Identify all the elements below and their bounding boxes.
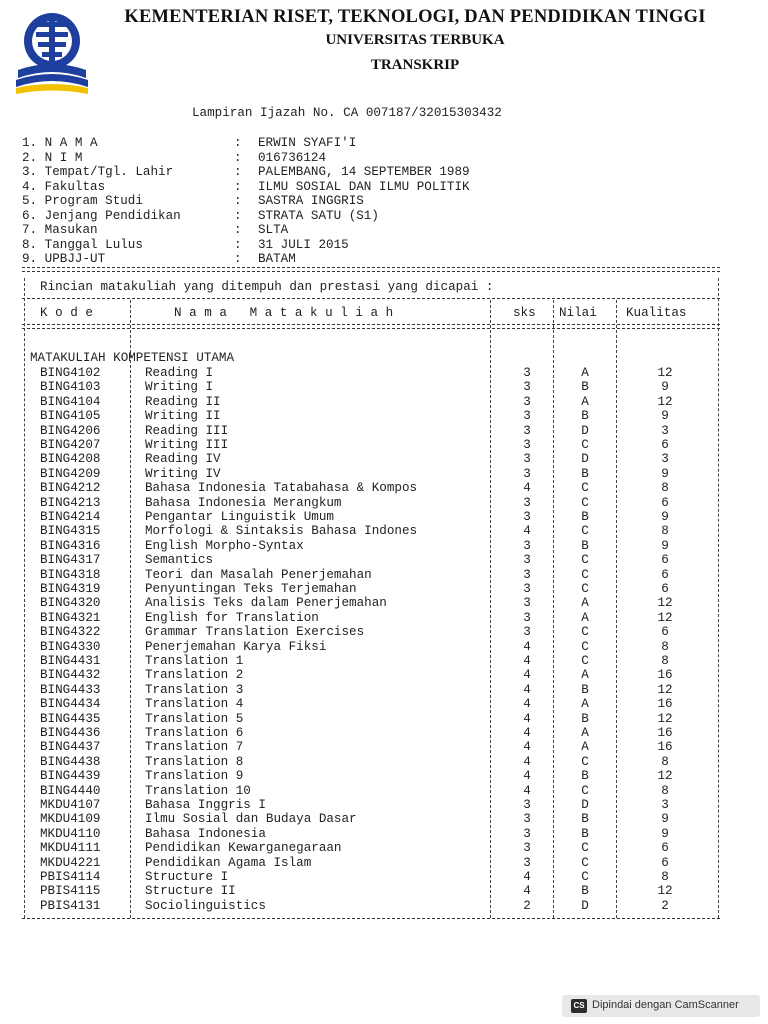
course-quality: 3 [661, 423, 669, 438]
course-quality: 6 [661, 567, 669, 582]
course-quality: 16 [657, 668, 673, 683]
course-grade: C [581, 654, 589, 668]
course-name: Translation 9 [145, 769, 244, 784]
course-code: BING4318 [40, 567, 101, 582]
info-value: ERWIN SYAFI'I [258, 136, 357, 150]
course-sks: 3 [523, 567, 531, 582]
course-name: Bahasa Indonesia Tatabahasa & Kompos [145, 481, 418, 496]
course-quality: 6 [661, 841, 669, 856]
table-row [0, 438, 768, 452]
course-name: Reading IV [145, 452, 221, 467]
table-row [0, 380, 768, 394]
course-code: BING4321 [40, 610, 101, 625]
course-name: Pendidikan Agama Islam [145, 855, 312, 870]
course-name: Grammar Translation Exercises [145, 625, 365, 640]
double-divider [22, 267, 720, 272]
course-quality: 12 [657, 711, 673, 726]
course-name: Analisis Teks dalam Penerjemahan [145, 596, 387, 611]
course-sks: 4 [523, 754, 531, 769]
table-row [0, 596, 768, 610]
course-grade: C [581, 754, 589, 769]
course-code: BING4433 [40, 682, 101, 697]
course-code: BING4319 [40, 582, 101, 596]
course-sks: 4 [523, 481, 531, 496]
info-label: 4. Fakultas [22, 179, 106, 194]
course-sks: 4 [523, 654, 531, 668]
course-sks: 4 [523, 783, 531, 798]
course-grade: B [581, 769, 589, 784]
info-colon: : [234, 165, 242, 179]
course-grade: B [581, 380, 589, 395]
course-sks: 3 [523, 366, 531, 380]
info-label: 5. Program Studi [22, 194, 143, 208]
table-row [0, 899, 768, 913]
course-quality: 6 [661, 855, 669, 870]
course-quality: 9 [661, 812, 669, 827]
course-code: BING4102 [40, 366, 101, 380]
table-row [0, 611, 768, 625]
course-name: Translation 7 [145, 740, 244, 755]
course-name: Pengantar Linguistik Umum [145, 510, 334, 524]
course-quality: 12 [657, 610, 673, 625]
course-sks: 4 [523, 711, 531, 726]
course-quality: 2 [661, 898, 669, 913]
course-sks: 4 [523, 668, 531, 683]
course-sks: 3 [523, 855, 531, 870]
course-code: MKDU4107 [40, 798, 101, 812]
course-quality: 16 [657, 726, 673, 740]
info-value: SASTRA INGGRIS [258, 194, 364, 208]
course-name: Writing I [145, 380, 214, 395]
course-sks: 3 [523, 826, 531, 841]
header-nilai: Nilai [559, 306, 597, 320]
course-quality: 8 [661, 754, 669, 769]
course-sks: 4 [523, 639, 531, 654]
info-colon: : [234, 208, 242, 223]
info-value: ILMU SOSIAL DAN ILMU POLITIK [258, 179, 470, 194]
course-grade: B [581, 682, 589, 697]
camscanner-watermark [562, 995, 760, 1017]
course-grade: C [581, 553, 589, 568]
course-quality: 9 [661, 538, 669, 553]
header-nama: N a m a M a t a k u l i a h [174, 306, 394, 320]
course-sks: 3 [523, 610, 531, 625]
course-name: Morfologi & Sintaksis Bahasa Indones [145, 524, 418, 539]
course-code: BING4439 [40, 769, 101, 784]
course-quality: 9 [661, 409, 669, 424]
table-row [0, 568, 768, 582]
course-code: BING4209 [40, 466, 101, 481]
course-grade: A [581, 740, 589, 755]
table-caption: Rincian matakuliah yang ditempuh dan prestasi yang dicapai : [40, 280, 494, 294]
table-row [0, 409, 768, 423]
info-colon: : [234, 223, 242, 237]
course-code: BING4437 [40, 740, 101, 755]
course-code: BING4431 [40, 654, 101, 668]
table-row [0, 481, 768, 495]
course-name: Penyuntingan Teks Terjemahan [145, 582, 357, 596]
table-row [0, 640, 768, 654]
course-code: BING4214 [40, 510, 101, 524]
course-code: BING4105 [40, 409, 101, 424]
course-code: BING4322 [40, 625, 101, 640]
course-grade: B [581, 466, 589, 481]
course-name: Writing III [145, 438, 229, 452]
course-code: BING4436 [40, 726, 101, 740]
course-code: MKDU4221 [40, 855, 101, 870]
course-quality: 8 [661, 654, 669, 668]
course-sks: 4 [523, 769, 531, 784]
course-name: Reading II [145, 394, 221, 409]
info-value: STRATA SATU (S1) [258, 208, 379, 223]
table-row [0, 712, 768, 726]
table-row [0, 654, 768, 668]
table-row [0, 668, 768, 682]
course-quality: 6 [661, 495, 669, 510]
table-row [0, 424, 768, 438]
course-name: Teori dan Masalah Penerjemahan [145, 567, 372, 582]
course-grade: C [581, 524, 589, 539]
course-quality: 3 [661, 452, 669, 467]
course-code: MKDU4111 [40, 841, 101, 856]
info-colon: : [234, 136, 242, 150]
ministry-name: KEMENTERIAN RISET, TEKNOLOGI, DAN PENDIDIKAN TINGGI [124, 7, 706, 27]
course-quality: 9 [661, 466, 669, 481]
course-sks: 3 [523, 466, 531, 481]
info-value: PALEMBANG, 14 SEPTEMBER 1989 [258, 165, 470, 179]
university-name: UNIVERSITAS TERBUKA [325, 32, 505, 48]
table-row [0, 539, 768, 553]
info-label: 3. Tempat/Tgl. Lahir [22, 165, 174, 179]
info-label: 9. UPBJJ-UT [22, 252, 106, 266]
course-name: Penerjemahan Karya Fiksi [145, 639, 327, 654]
section-title: MATAKULIAH KOMPETENSI UTAMA [30, 351, 235, 365]
course-grade: A [581, 726, 589, 740]
course-quality: 12 [657, 769, 673, 784]
table-row [0, 524, 768, 538]
course-name: Translation 5 [145, 711, 244, 726]
course-name: Translation 3 [145, 682, 244, 697]
course-quality: 8 [661, 639, 669, 654]
course-code: BING4316 [40, 538, 101, 553]
table-row [0, 510, 768, 524]
course-quality: 9 [661, 380, 669, 395]
course-sks: 4 [523, 682, 531, 697]
course-code: BING4438 [40, 754, 101, 769]
course-grade: C [581, 783, 589, 798]
course-name: Writing II [145, 409, 221, 424]
course-quality: 8 [661, 524, 669, 539]
course-sks: 3 [523, 394, 531, 409]
header-kualitas: Kualitas [626, 306, 687, 320]
course-sks: 3 [523, 582, 531, 596]
course-name: Structure I [145, 870, 229, 884]
course-sks: 3 [523, 812, 531, 827]
course-code: MKDU4109 [40, 812, 101, 827]
table-row [0, 755, 768, 769]
course-code: BING4207 [40, 438, 101, 452]
table-row [0, 452, 768, 466]
course-name: Semantics [145, 553, 214, 568]
course-name: English Morpho-Syntax [145, 538, 304, 553]
course-code: BING4330 [40, 639, 101, 654]
course-quality: 6 [661, 553, 669, 568]
info-colon: : [234, 179, 242, 194]
course-grade: A [581, 668, 589, 683]
course-grade: C [581, 438, 589, 452]
table-row [0, 697, 768, 711]
course-sks: 3 [523, 841, 531, 856]
course-quality: 6 [661, 438, 669, 452]
course-sks: 3 [523, 798, 531, 812]
course-code: BING4440 [40, 783, 101, 798]
course-name: Translation 6 [145, 726, 244, 740]
course-name: Reading I [145, 366, 214, 380]
course-name: Pendidikan Kewarganegaraan [145, 841, 342, 856]
table-row [0, 870, 768, 884]
table-row [0, 467, 768, 481]
course-sks: 4 [523, 740, 531, 755]
course-name: Translation 10 [145, 783, 251, 798]
info-label: 2. N I M [22, 150, 83, 165]
info-value: SLTA [258, 223, 289, 237]
course-sks: 3 [523, 538, 531, 553]
table-row [0, 784, 768, 798]
course-quality: 8 [661, 783, 669, 798]
info-colon: : [234, 252, 242, 266]
course-grade: B [581, 812, 589, 827]
lampiran-ijazah: Lampiran Ijazah No. CA 007187/32015303432 [192, 106, 502, 120]
info-value: BATAM [258, 252, 296, 266]
course-code: BING4435 [40, 711, 101, 726]
course-grade: A [581, 610, 589, 625]
course-sks: 3 [523, 452, 531, 467]
course-sks: 3 [523, 495, 531, 510]
course-sks: 4 [523, 870, 531, 884]
course-sks: 4 [523, 697, 531, 712]
document-title: TRANSKRIP [370, 57, 460, 73]
course-code: BING4206 [40, 423, 101, 438]
course-grade: A [581, 697, 589, 712]
course-grade: C [581, 639, 589, 654]
course-sks: 3 [523, 423, 531, 438]
course-grade: B [581, 510, 589, 524]
course-name: Bahasa Indonesia Merangkum [145, 495, 342, 510]
table-row [0, 496, 768, 510]
table-row [0, 827, 768, 841]
course-grade: B [581, 538, 589, 553]
course-quality: 12 [657, 884, 673, 899]
table-row [0, 366, 768, 380]
course-quality: 12 [657, 682, 673, 697]
table-row [0, 582, 768, 596]
course-code: BING4208 [40, 452, 101, 467]
course-code: BING4320 [40, 596, 101, 611]
course-sks: 3 [523, 409, 531, 424]
info-label: 6. Jenjang Pendidikan [22, 208, 181, 223]
table-row [0, 740, 768, 754]
course-code: MKDU4110 [40, 826, 101, 841]
info-label: 1. N A M A [22, 136, 98, 150]
universitas-terbuka-logo [12, 8, 92, 98]
course-code: BING4212 [40, 481, 101, 496]
course-grade: B [581, 409, 589, 424]
table-row [0, 683, 768, 697]
course-code: PBIS4114 [40, 870, 101, 884]
course-code: BING4432 [40, 668, 101, 683]
table-row [0, 798, 768, 812]
header-sks: sks [513, 306, 536, 320]
course-quality: 8 [661, 870, 669, 884]
course-code: PBIS4131 [40, 898, 101, 913]
course-name: English for Translation [145, 610, 319, 625]
course-grade: C [581, 582, 589, 596]
course-sks: 3 [523, 553, 531, 568]
course-sks: 3 [523, 510, 531, 524]
course-grade: B [581, 711, 589, 726]
table-row [0, 395, 768, 409]
camscanner-label: Dipindai dengan CamScanner [592, 999, 739, 1011]
course-sks: 3 [523, 596, 531, 611]
course-name: Ilmu Sosial dan Budaya Dasar [145, 812, 357, 827]
course-quality: 6 [661, 582, 669, 596]
course-name: Translation 8 [145, 754, 244, 769]
course-name: Translation 1 [145, 654, 244, 668]
course-name: Bahasa Inggris I [145, 798, 266, 812]
header-kode: K o d e [40, 306, 93, 320]
course-code: BING4317 [40, 553, 101, 568]
course-code: BING4213 [40, 495, 101, 510]
course-quality: 9 [661, 826, 669, 841]
info-value: 31 JULI 2015 [258, 237, 349, 252]
course-name: Reading III [145, 423, 229, 438]
course-code: BING4103 [40, 380, 101, 395]
course-grade: A [581, 596, 589, 611]
divider [22, 298, 720, 299]
course-sks: 2 [523, 898, 531, 913]
course-name: Sociolinguistics [145, 898, 266, 913]
table-row [0, 856, 768, 870]
table-row [0, 625, 768, 639]
table-row [0, 553, 768, 567]
info-label: 8. Tanggal Lulus [22, 237, 143, 252]
course-grade: A [581, 394, 589, 409]
course-code: BING4315 [40, 524, 101, 539]
course-grade: B [581, 826, 589, 841]
course-grade: C [581, 567, 589, 582]
course-sks: 4 [523, 884, 531, 899]
course-quality: 16 [657, 697, 673, 712]
info-value: 016736124 [258, 150, 327, 165]
info-colon: : [234, 237, 242, 252]
course-grade: B [581, 884, 589, 899]
course-quality: 12 [657, 596, 673, 611]
course-grade: C [581, 841, 589, 856]
course-grade: D [581, 898, 589, 913]
course-code: BING4434 [40, 697, 101, 712]
course-quality: 12 [657, 394, 673, 409]
course-code: BING4104 [40, 394, 101, 409]
course-sks: 4 [523, 524, 531, 539]
table-row [0, 884, 768, 898]
course-grade: D [581, 423, 589, 438]
course-sks: 3 [523, 625, 531, 640]
course-sks: 4 [523, 726, 531, 740]
table-row [0, 812, 768, 826]
course-grade: D [581, 798, 589, 812]
info-colon: : [234, 150, 242, 165]
info-colon: : [234, 194, 242, 208]
course-quality: 6 [661, 625, 669, 640]
course-quality: 8 [661, 481, 669, 496]
course-grade: C [581, 855, 589, 870]
course-name: Bahasa Indonesia [145, 826, 266, 841]
course-quality: 12 [657, 366, 673, 380]
course-code: PBIS4115 [40, 884, 101, 899]
course-grade: A [581, 366, 589, 380]
course-sks: 3 [523, 438, 531, 452]
divider [22, 918, 720, 919]
course-name: Writing IV [145, 466, 221, 481]
course-quality: 16 [657, 740, 673, 755]
info-label: 7. Masukan [22, 223, 98, 237]
course-name: Translation 4 [145, 697, 244, 712]
course-grade: C [581, 870, 589, 884]
table-row [0, 769, 768, 783]
course-grade: D [581, 452, 589, 467]
course-name: Translation 2 [145, 668, 244, 683]
course-name: Structure II [145, 884, 236, 899]
table-row [0, 841, 768, 855]
course-grade: C [581, 495, 589, 510]
table-row [0, 726, 768, 740]
course-grade: C [581, 481, 589, 496]
course-grade: C [581, 625, 589, 640]
course-quality: 3 [661, 798, 669, 812]
course-quality: 9 [661, 510, 669, 524]
camscanner-icon: CS [571, 999, 587, 1013]
course-sks: 3 [523, 380, 531, 395]
